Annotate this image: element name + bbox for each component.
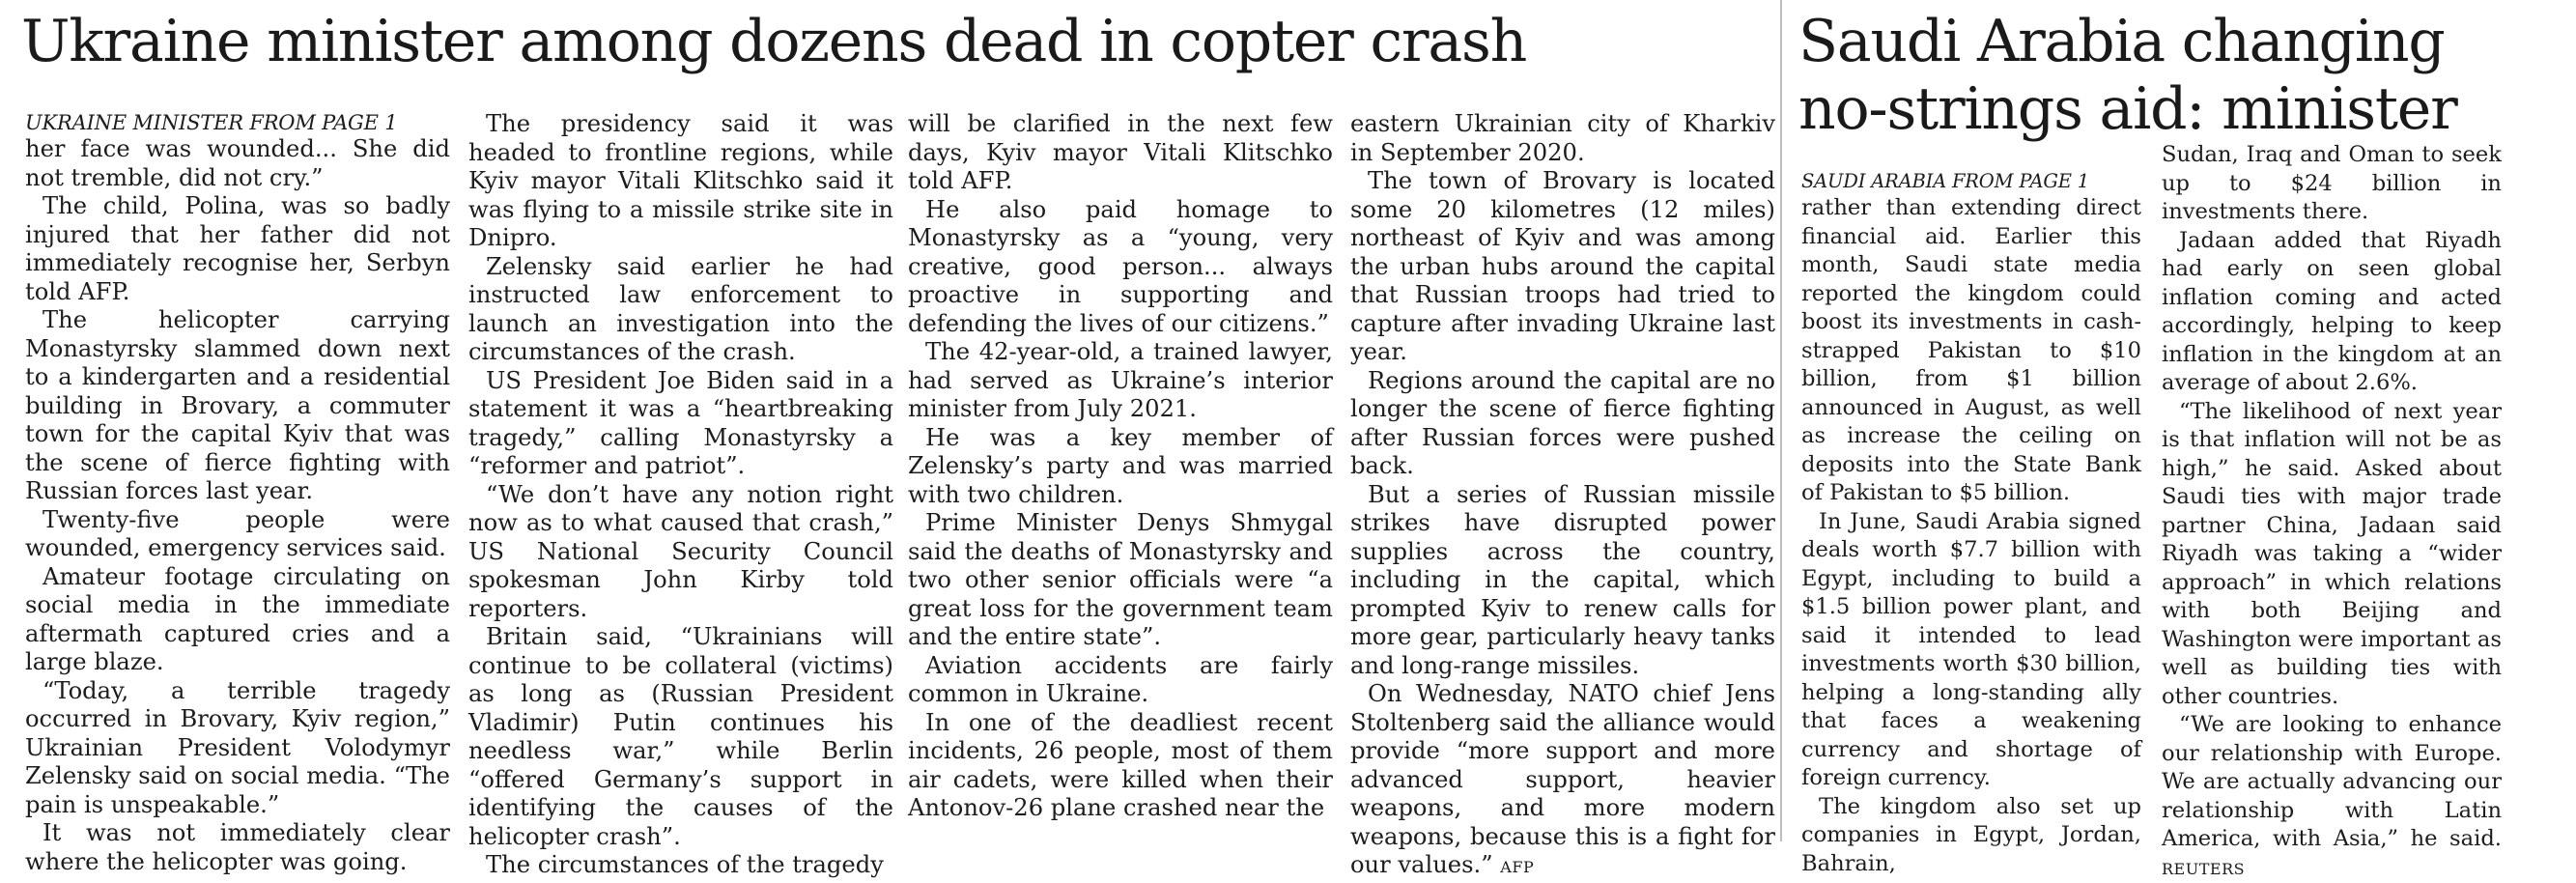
headline-line: no-strings aid: minister xyxy=(1798,75,2457,143)
paragraph: Zelensky said earlier he had instructed law enforcement to launch an investigation into the circumstances of the crash. xyxy=(468,252,893,365)
paragraph: Regions around the capital are no longer the scene of fierce fighting after Russian forces were pushed back. xyxy=(1350,366,1775,479)
paragraph: The kingdom also set up companies in Egypt, Jordan, Bahrain, xyxy=(1801,793,2141,876)
paragraph: Jadaan added that Riyadh had early on seen global inflation coming and acted accordingly, helping to keep inflation in the kingdom at an average of about 2.6%. xyxy=(2162,227,2502,395)
paragraph: Aviation accidents are fairly common in Ukraine. xyxy=(908,651,1333,707)
saudi-jump-line: SAUDI ARABIA FROM PAGE 1 xyxy=(1801,170,2089,192)
paragraph: The circumstances of the tragedy xyxy=(486,851,884,878)
paragraph: He was a key member of Zelensky’s party and was married with two children. xyxy=(908,423,1333,508)
paragraph-text: On Wednesday, NATO chief Jens Stoltenberg said the alliance would provide “more support and more advanced support, heavier weapons, and more modern weapons, because this is a fight for our values.” xyxy=(1350,680,1775,878)
paragraph: Sudan, Iraq and Oman to seek up to $24 billion in investments there. xyxy=(2162,142,2502,224)
saudi-column-1 xyxy=(1801,169,2141,878)
paragraph: In June, Saudi Arabia signed deals worth $7.7 billion with Egypt, including to build a $1.5 billion power plant, and said it intended to lead investments worth $30 billion, helping a long-standing ally that faces a weakening currency and shortage of foreign currency. xyxy=(1801,508,2141,790)
paragraph: “The likelihood of next year is that inflation will not be as high,” he said. Asked about Saudi ties with major trade partner China, Jadaan said Riyadh was taking a “wider approach” in which relations with both Beijing and Washington were important as well as building ties with other countries. xyxy=(2162,398,2502,709)
saudi-article xyxy=(1787,0,2576,878)
saudi-headline xyxy=(1798,8,2457,143)
paragraph: Britain said, “Ukrainians will continue to be collateral (victims) as long as (Russian President Vladimir) Putin continues his needless war,” while Berlin “offered Germany’s support in identifying the causes of the helicopter crash”. xyxy=(468,623,893,850)
paragraph: The child, Polina, was so badly injured that her father did not immediately recognise her, Serbyn told AFP. xyxy=(25,192,450,305)
paragraph: “We don’t have any notion right now as to what caused that crash,” US National Security Council spokesman John Kirby told reporters. xyxy=(468,480,893,622)
paragraph: Prime Minister Denys Shmygal said the deaths of Monastyrsky and two other senior officials were “a great loss for the government team and the entire state”. xyxy=(908,509,1333,650)
paragraph: will be clarified in the next few days, Kyiv mayor Vitali Klitschko told AFP. xyxy=(908,110,1333,194)
paragraph: The 42-year-old, a trained lawyer, had served as Ukraine’s interior minister from July 2021. xyxy=(908,338,1333,422)
saudi-column-2 xyxy=(2162,141,2502,883)
paragraph: But a series of Russian missile strikes have disrupted power supplies across the country, including in the capital, which prompted Kyiv to renew calls for more gear, particularly heavy tanks and long-range missiles. xyxy=(1350,480,1775,679)
paragraph: The town of Brovary is located some 20 kilometres (12 miles) northeast of Kyiv and was among the urban hubs around the capital that Russian troops had tried to capture after invading Ukraine last year. xyxy=(1350,167,1775,365)
paragraph: The presidency said it was headed to frontline regions, while Kyiv mayor Vitali Klitschko said it was flying to a missile strike site in Dnipro. xyxy=(468,110,893,251)
paragraph-text: “We are looking to enhance our relationship with Europe. We are actually advancing our relationship with Latin America, with Asia,” he said. xyxy=(2162,712,2502,851)
column-rule xyxy=(1780,0,1782,841)
paragraph: Amateur footage circulating on social media in the immediate aftermath captured cries and a large blaze. xyxy=(25,562,450,675)
ukraine-jump-line: UKRAINE MINISTER FROM PAGE 1 xyxy=(25,111,398,134)
paragraph: her face was wounded... She did not tremble, did not cry.” xyxy=(25,135,450,191)
paragraph: He also paid homage to Monastyrsky as a “young, very creative, good person... always proactive in supporting and defending the lives of our citizens.” xyxy=(908,195,1333,337)
paragraph: Twenty-five people were wounded, emergency services said. xyxy=(25,505,450,561)
ukraine-headline: Ukraine minister among dozens dead in copter crash xyxy=(21,8,1527,75)
headline-line: Saudi Arabia changing xyxy=(1798,8,2445,75)
paragraph: It was not immediately clear where the helicopter was going. xyxy=(25,819,450,875)
ukraine-column-3 xyxy=(908,110,1333,823)
paragraph: In one of the deadliest recent incidents, 26 people, most of them air cadets, were killed when their Antonov-26 plane crashed near the xyxy=(908,708,1333,821)
agency-credit: AFP xyxy=(1500,858,1535,876)
agency-credit: REUTERS xyxy=(2162,859,2246,878)
paragraph: The helicopter carrying Monastyrsky slammed down next to a kindergarten and a residential building in Brovary, a commuter town for the capital Kyiv that was the scene of fierce fighting with Russian forces last year. xyxy=(25,306,450,504)
ukraine-column-2 xyxy=(468,110,893,880)
ukraine-column-4 xyxy=(1350,110,1775,882)
paragraph: rather than extending direct financial aid. Earlier this month, Saudi state media reported the kingdom could boost its investments in cash-strapped Pakistan to $10 billion, from $1 billion announced in August, as well as increase the ceiling on deposits into the State Bank of Pakistan to $5 billion. xyxy=(1801,195,2141,505)
paragraph: eastern Ukrainian city of Kharkiv in September 2020. xyxy=(1350,110,1775,166)
ukraine-column-1 xyxy=(25,110,450,876)
paragraph xyxy=(2162,711,2502,883)
paragraph: US President Joe Biden said in a statement it was a “heartbreaking tragedy,” calling Monastyrsky a “reformer and patriot”. xyxy=(468,366,893,479)
paragraph: “Today, a terrible tragedy occurred in Brovary, Kyiv region,” Ukrainian President Volodymyr Zelensky said on social media. “The pain is unspeakable.” xyxy=(25,676,450,818)
paragraph xyxy=(1350,680,1775,882)
